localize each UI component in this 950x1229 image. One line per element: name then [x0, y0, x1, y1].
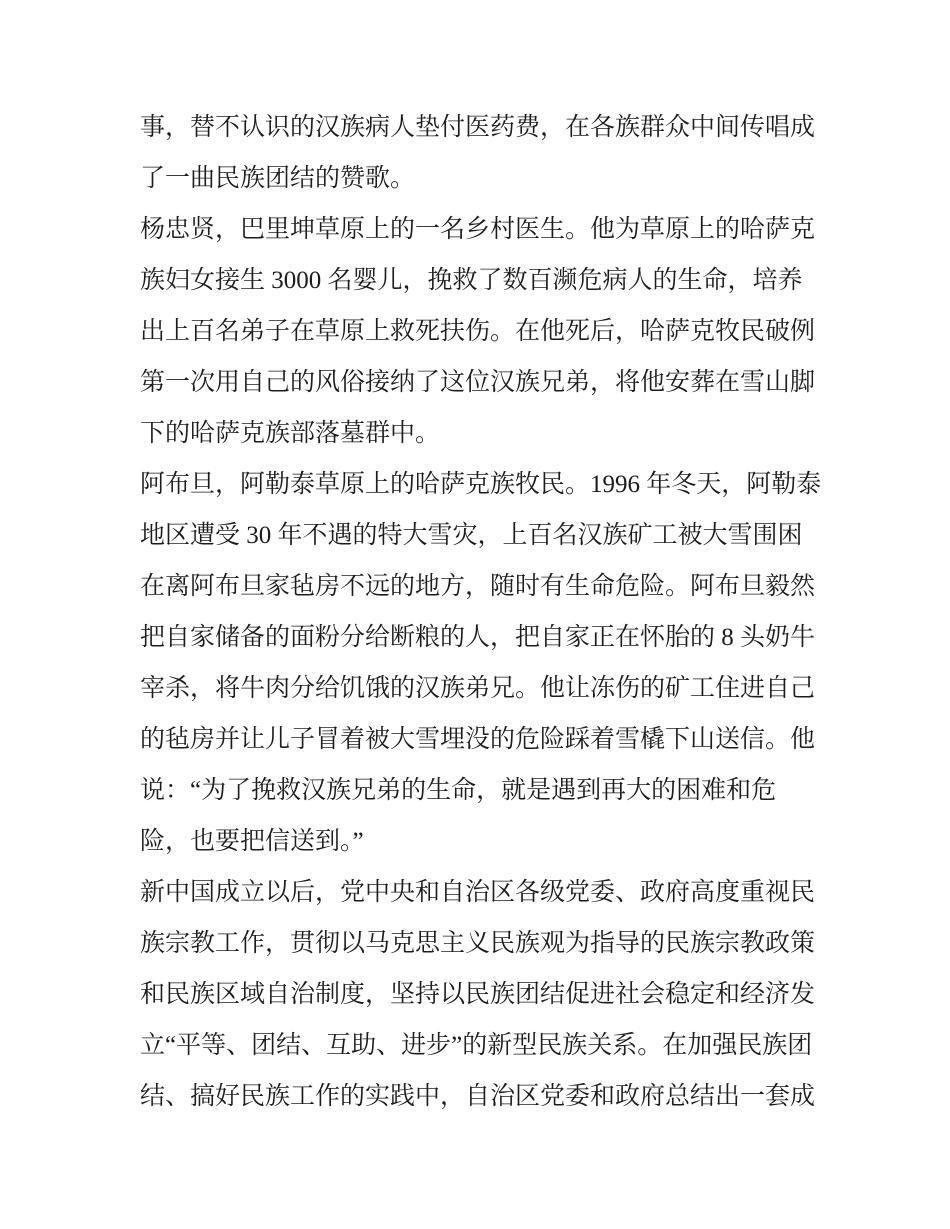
- text-line: 杨忠贤，巴里坤草原上的一名乡村医生。他为草原上的哈萨克: [140, 216, 816, 243]
- document-text-block: [140, 102, 950, 1122]
- text-line: 险，也要把信送到。”: [140, 828, 364, 855]
- text-line: 下的哈萨克族部落墓群中。: [140, 420, 441, 447]
- text-line: 新中国成立以后，党中央和自治区各级党委、政府高度重视民: [140, 879, 816, 906]
- text-line: 第一次用自己的风俗接纳了这位汉族兄弟，将他安葬在雪山脚: [140, 369, 816, 396]
- text-line: 出上百名弟子在草原上救死扶伤。在他死后，哈萨克牧民破例: [140, 318, 816, 345]
- text-line: 结、搞好民族工作的实践中，自治区党委和政府总结出一套成: [140, 1083, 816, 1110]
- text-line: 说：“为了挽救汉族兄弟的生命，就是遇到再大的困难和危: [140, 777, 777, 804]
- text-line: 阿布旦，阿勒泰草原上的哈萨克族牧民。1996 年冬天，阿勒泰: [140, 471, 822, 498]
- text-line: 族妇女接生 3000 名婴儿，挽救了数百濒危病人的生命，培养: [140, 267, 803, 294]
- text-line: 立“平等、团结、互助、进步”的新型民族关系。在加强民族团: [140, 1032, 813, 1059]
- text-line: 在离阿布旦家毡房不远的地方，随时有生命危险。阿布旦毅然: [140, 573, 816, 600]
- text-line: 的毡房并让儿子冒着被大雪埋没的危险踩着雪橇下山送信。他: [140, 726, 816, 753]
- text-line: 了一曲民族团结的赞歌。: [140, 165, 416, 192]
- text-line: 地区遭受 30 年不遇的特大雪灾，上百名汉族矿工被大雪围困: [140, 522, 803, 549]
- text-line: 和民族区域自治制度，坚持以民族团结促进社会稳定和经济发: [140, 981, 816, 1008]
- text-line: 把自家储备的面粉分给断粮的人，把自家正在怀胎的 8 头奶牛: [140, 624, 816, 651]
- text-line: 事，替不认识的汉族病人垫付医药费，在各族群众中间传唱成: [140, 114, 816, 141]
- text-line: 族宗教工作，贯彻以马克思主义民族观为指导的民族宗教政策: [140, 930, 816, 957]
- text-line: 宰杀，将牛肉分给饥饿的汉族弟兄。他让冻伤的矿工住进自己: [140, 675, 816, 702]
